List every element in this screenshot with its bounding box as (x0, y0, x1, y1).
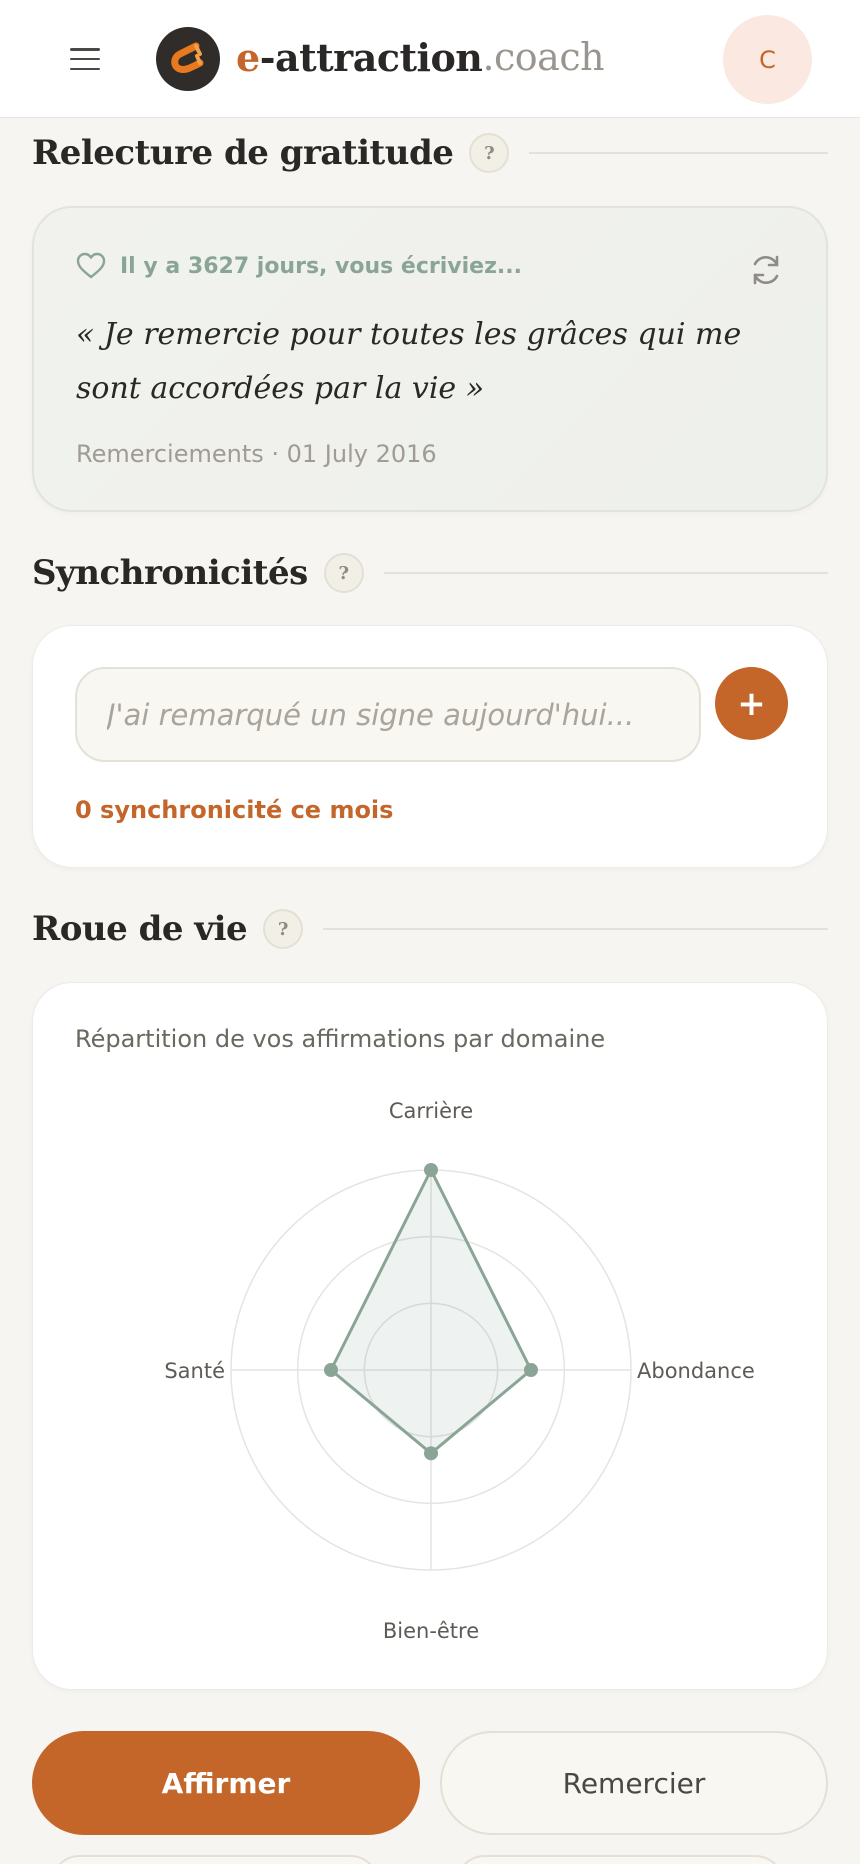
radar-data-point (424, 1163, 438, 1177)
gratitude-section-header (32, 128, 828, 178)
gratitude-meta (76, 252, 522, 280)
gratitude-card (32, 206, 828, 512)
divider (323, 928, 828, 930)
brand-tld: .coach (482, 35, 605, 79)
hamburger-icon[interactable] (68, 42, 102, 76)
brand-e: e (236, 34, 260, 80)
wheel-card (32, 982, 828, 1690)
radar-category-label: Abondance (637, 1359, 755, 1383)
help-icon[interactable]: ? (469, 133, 509, 173)
divider (384, 572, 828, 574)
thank-button[interactable]: Remercier (440, 1731, 828, 1835)
app-header (0, 0, 860, 118)
radar-category-label: Carrière (388, 1099, 474, 1123)
gratitude-quote: « Je remercie pour toutes les grâces qui me sont accordées par la vie » (76, 317, 742, 406)
add-synchronicity-button[interactable]: + (715, 667, 788, 740)
radar-series-area (331, 1170, 531, 1453)
help-icon[interactable]: ? (324, 553, 364, 593)
section-title-synchronicities: Synchronicités (32, 553, 308, 593)
refresh-icon[interactable] (748, 252, 784, 288)
synchronicity-input[interactable] (75, 667, 701, 762)
divider (529, 152, 828, 154)
more-button[interactable] (455, 1855, 785, 1864)
section-title-wheel: Roue de vie (32, 909, 248, 949)
gratitude-meta-text: Il y a 3627 jours, vous écriviez... (120, 253, 522, 279)
radar-chart (33, 983, 828, 1690)
affirm-button[interactable]: Affirmer (32, 1731, 420, 1835)
section-title-gratitude: Relecture de gratitude (32, 133, 454, 173)
sync-section-header (32, 548, 828, 598)
avatar[interactable]: C (723, 15, 812, 104)
synchronicities-card (32, 625, 828, 868)
heart-icon (76, 252, 106, 280)
radar-data-point (324, 1363, 338, 1377)
help-icon[interactable]: ? (263, 909, 303, 949)
brand-logo[interactable] (236, 30, 604, 84)
radar-category-label: Bien-être (382, 1619, 480, 1643)
radar-category-label: Santé (164, 1359, 225, 1383)
radar-data-point (524, 1363, 538, 1377)
magnet-icon[interactable] (156, 27, 220, 91)
gratitude-footer: Remerciements · 01 July 2016 (76, 440, 437, 468)
radar-data-point (424, 1446, 438, 1460)
wheel-description: Répartition de vos affirmations par domaine (75, 1025, 606, 1053)
more-button[interactable] (50, 1855, 380, 1864)
synchronicity-count: 0 synchronicité ce mois (75, 796, 394, 824)
brand-main: -attraction (259, 34, 483, 80)
wheel-section-header (32, 904, 828, 954)
